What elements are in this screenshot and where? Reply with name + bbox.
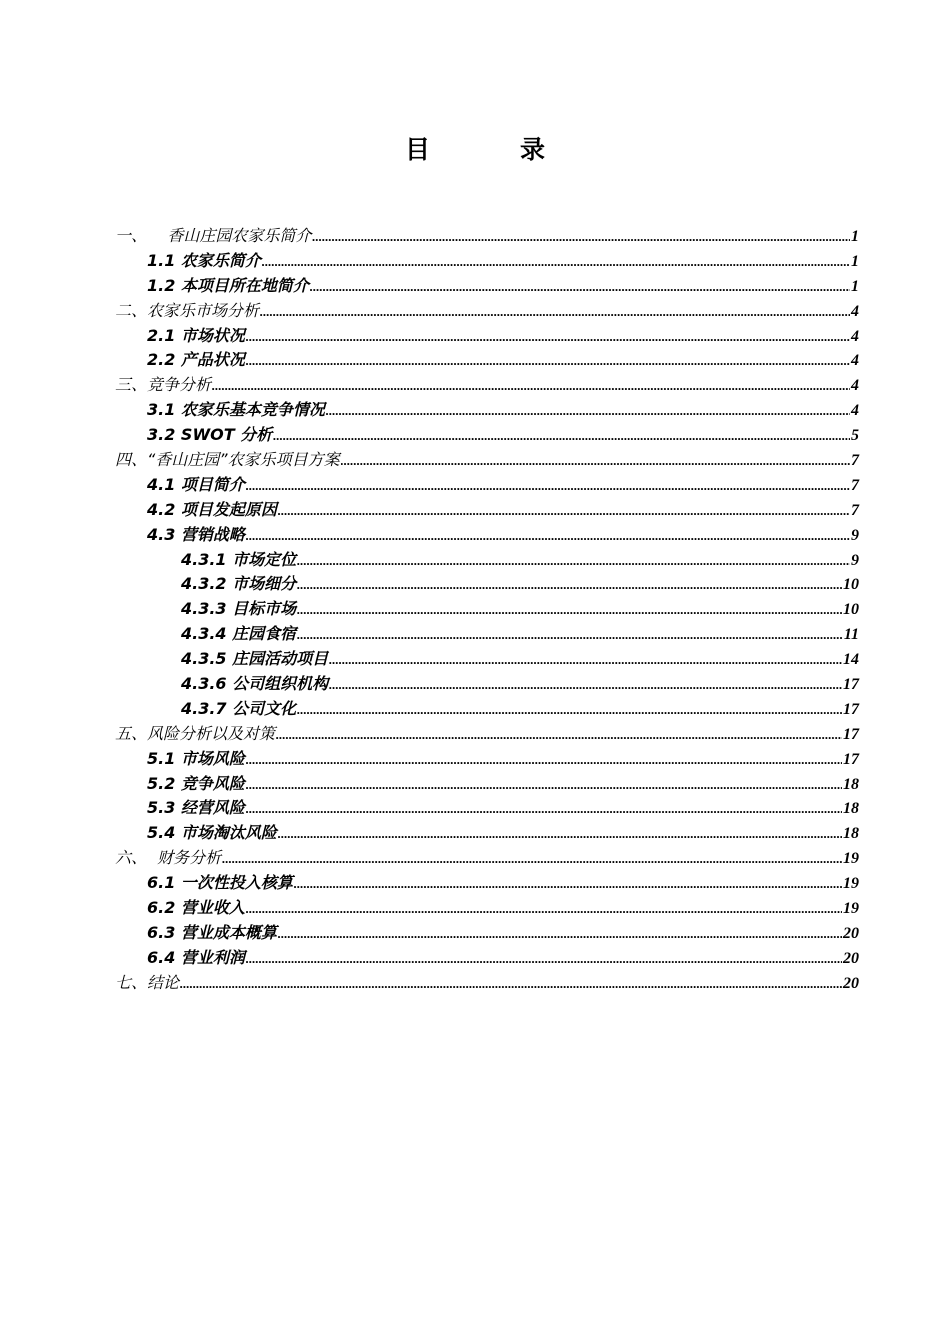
toc-entry-page-number: 19 (843, 850, 859, 868)
toc-leader-dots (297, 623, 843, 648)
toc-entry[interactable] (0, 373, 950, 398)
toc-leader-dots (273, 424, 850, 449)
toc-entry[interactable] (0, 697, 950, 722)
toc-entry[interactable] (0, 896, 950, 921)
toc-entry-label: 二、农家乐市场分析 (115, 300, 260, 320)
toc-entry-page-number: 7 (851, 452, 859, 470)
toc-entry-page-number: 18 (843, 825, 859, 843)
toc-entry-label: 4.2 项目发起原因 (147, 499, 277, 519)
toc-entry[interactable] (0, 772, 950, 797)
toc-entry[interactable] (0, 423, 950, 448)
toc-leader-dots (329, 673, 842, 698)
toc-entry-label: 4.3 营销战略 (147, 524, 245, 544)
toc-entry[interactable] (0, 224, 950, 249)
toc-leader-dots (246, 947, 842, 972)
toc-entry[interactable] (0, 871, 950, 896)
toc-entry[interactable] (0, 249, 950, 274)
table-of-contents (0, 224, 950, 996)
toc-leader-dots (278, 822, 842, 847)
toc-leader-dots (246, 748, 842, 773)
toc-entry-page-number: 5 (851, 427, 859, 445)
toc-entry-page-number: 17 (843, 700, 859, 718)
toc-entry-page-number: 17 (843, 725, 859, 743)
toc-leader-dots (246, 897, 842, 922)
toc-entry-page-number: 20 (843, 949, 859, 967)
toc-entry-page-number: 11 (843, 626, 859, 644)
toc-leader-dots (326, 399, 850, 424)
toc-leader-dots (246, 325, 850, 350)
toc-entry-label: 五、风险分析以及对策 (115, 723, 276, 743)
toc-entry-label: 3.1 农家乐基本竞争情况 (147, 400, 325, 420)
toc-entry-page-number: 7 (851, 476, 859, 494)
toc-leader-dots (246, 797, 842, 822)
toc-entry-label: 六、 财务分析 (115, 848, 222, 868)
toc-entry[interactable] (0, 572, 950, 597)
toc-entry[interactable] (0, 747, 950, 772)
toc-entry[interactable] (0, 498, 950, 523)
toc-entry-label: 4.1 项目简介 (147, 474, 245, 494)
toc-leader-dots (341, 449, 850, 474)
toc-leader-dots (246, 524, 850, 549)
page-title-char-2: 录 (520, 135, 546, 164)
toc-leader-dots (297, 698, 842, 723)
toc-entry[interactable] (0, 324, 950, 349)
toc-entry-label: 6.1 一次性投入核算 (147, 873, 293, 893)
toc-entry[interactable] (0, 523, 950, 548)
page-title-char-1: 目 (404, 135, 430, 164)
toc-entry[interactable] (0, 548, 950, 573)
toc-leader-dots (260, 300, 850, 325)
toc-leader-dots (310, 275, 850, 300)
toc-entry-page-number: 17 (843, 676, 859, 694)
toc-entry-page-number: 4 (851, 352, 859, 370)
toc-entry-label: 4.3.2 市场细分 (181, 574, 297, 594)
toc-entry-page-number: 18 (843, 775, 859, 793)
toc-entry[interactable] (0, 796, 950, 821)
toc-leader-dots (297, 598, 842, 623)
toc-entry-page-number: 4 (851, 327, 859, 345)
toc-entry[interactable] (0, 448, 950, 473)
toc-leader-dots (246, 773, 842, 798)
toc-entry-page-number: 7 (851, 501, 859, 519)
toc-entry[interactable] (0, 398, 950, 423)
toc-entry-page-number: 4 (851, 302, 859, 320)
toc-entry-label: 5.4 市场淘汰风险 (147, 823, 277, 843)
toc-entry[interactable] (0, 348, 950, 373)
toc-leader-dots (276, 723, 842, 748)
toc-entry[interactable] (0, 971, 950, 996)
toc-entry[interactable] (0, 821, 950, 846)
toc-entry-label: 4.3.3 目标市场 (181, 599, 297, 619)
toc-entry[interactable] (0, 722, 950, 747)
toc-entry-page-number: 17 (843, 750, 859, 768)
toc-entry[interactable] (0, 647, 950, 672)
toc-entry-page-number: 4 (851, 377, 859, 395)
toc-entry-page-number: 18 (843, 800, 859, 818)
toc-entry-label: 6.4 营业利润 (147, 947, 245, 967)
toc-leader-dots (312, 225, 850, 250)
toc-entry-label: 1.1 农家乐简介 (147, 250, 261, 270)
toc-entry-page-number: 10 (843, 576, 859, 594)
toc-entry-page-number: 1 (851, 252, 859, 270)
toc-entry-page-number: 20 (843, 924, 859, 942)
toc-entry-page-number: 14 (843, 651, 859, 669)
toc-leader-dots (246, 474, 850, 499)
toc-entry-page-number: 10 (843, 601, 859, 619)
toc-entry-label: 6.3 营业成本概算 (147, 922, 277, 942)
toc-entry-label: 三、竞争分析 (115, 375, 212, 395)
toc-entry-label: 4.3.1 市场定位 (181, 549, 297, 569)
toc-entry-page-number: 19 (843, 900, 859, 918)
toc-leader-dots (212, 374, 850, 399)
toc-entry-page-number: 19 (843, 875, 859, 893)
toc-entry-page-number: 1 (851, 277, 859, 295)
toc-entry-label: 4.3.6 公司组织机构 (181, 674, 329, 694)
toc-entry-label: 4.3.7 公司文化 (181, 698, 297, 718)
toc-entry-label: 5.3 经营风险 (147, 798, 245, 818)
toc-entry[interactable] (0, 921, 950, 946)
toc-entry[interactable] (0, 946, 950, 971)
toc-entry[interactable] (0, 597, 950, 622)
toc-entry-label: 5.1 市场风险 (147, 748, 245, 768)
toc-entry[interactable] (0, 622, 950, 647)
toc-entry-label: 6.2 营业收入 (147, 898, 245, 918)
toc-entry-page-number: 20 (843, 974, 859, 992)
toc-leader-dots (278, 499, 850, 524)
toc-entry-label: 5.2 竞争风险 (147, 773, 245, 793)
toc-leader-dots (297, 549, 850, 574)
toc-leader-dots (278, 922, 842, 947)
toc-entry[interactable] (0, 473, 950, 498)
toc-entry[interactable] (0, 672, 950, 697)
toc-leader-dots (329, 648, 842, 673)
toc-entry-page-number: 9 (851, 526, 859, 544)
toc-entry-label: 3.2 SWOT 分析 (147, 425, 273, 445)
toc-entry-page-number: 9 (851, 551, 859, 569)
toc-entry-label: 1.2 本项目所在地简介 (147, 275, 309, 295)
toc-entry[interactable] (0, 274, 950, 299)
toc-leader-dots (222, 847, 842, 872)
toc-entry-page-number: 4 (851, 402, 859, 420)
toc-entry-label: 七、结论 (115, 972, 180, 992)
toc-leader-dots (262, 250, 850, 275)
toc-leader-dots (180, 972, 842, 997)
toc-leader-dots (294, 872, 842, 897)
page-title (0, 132, 950, 168)
toc-entry-label: 4.3.4 庄园食宿 (181, 624, 297, 644)
toc-entry-label: 2.1 市场状况 (147, 325, 245, 345)
toc-leader-dots (297, 573, 842, 598)
toc-entry-label: 4.3.5 庄园活动项目 (181, 649, 329, 669)
toc-entry-page-number: 1 (851, 228, 859, 245)
toc-entry-label: 一、 香山庄园农家乐简介 (115, 226, 312, 245)
toc-leader-dots (246, 349, 850, 374)
toc-entry[interactable] (0, 299, 950, 324)
toc-entry-label: 2.2 产品状况 (147, 350, 245, 370)
toc-entry-label: 四、“香山庄园”农家乐项目方案 (115, 450, 340, 470)
toc-entry[interactable] (0, 846, 950, 871)
